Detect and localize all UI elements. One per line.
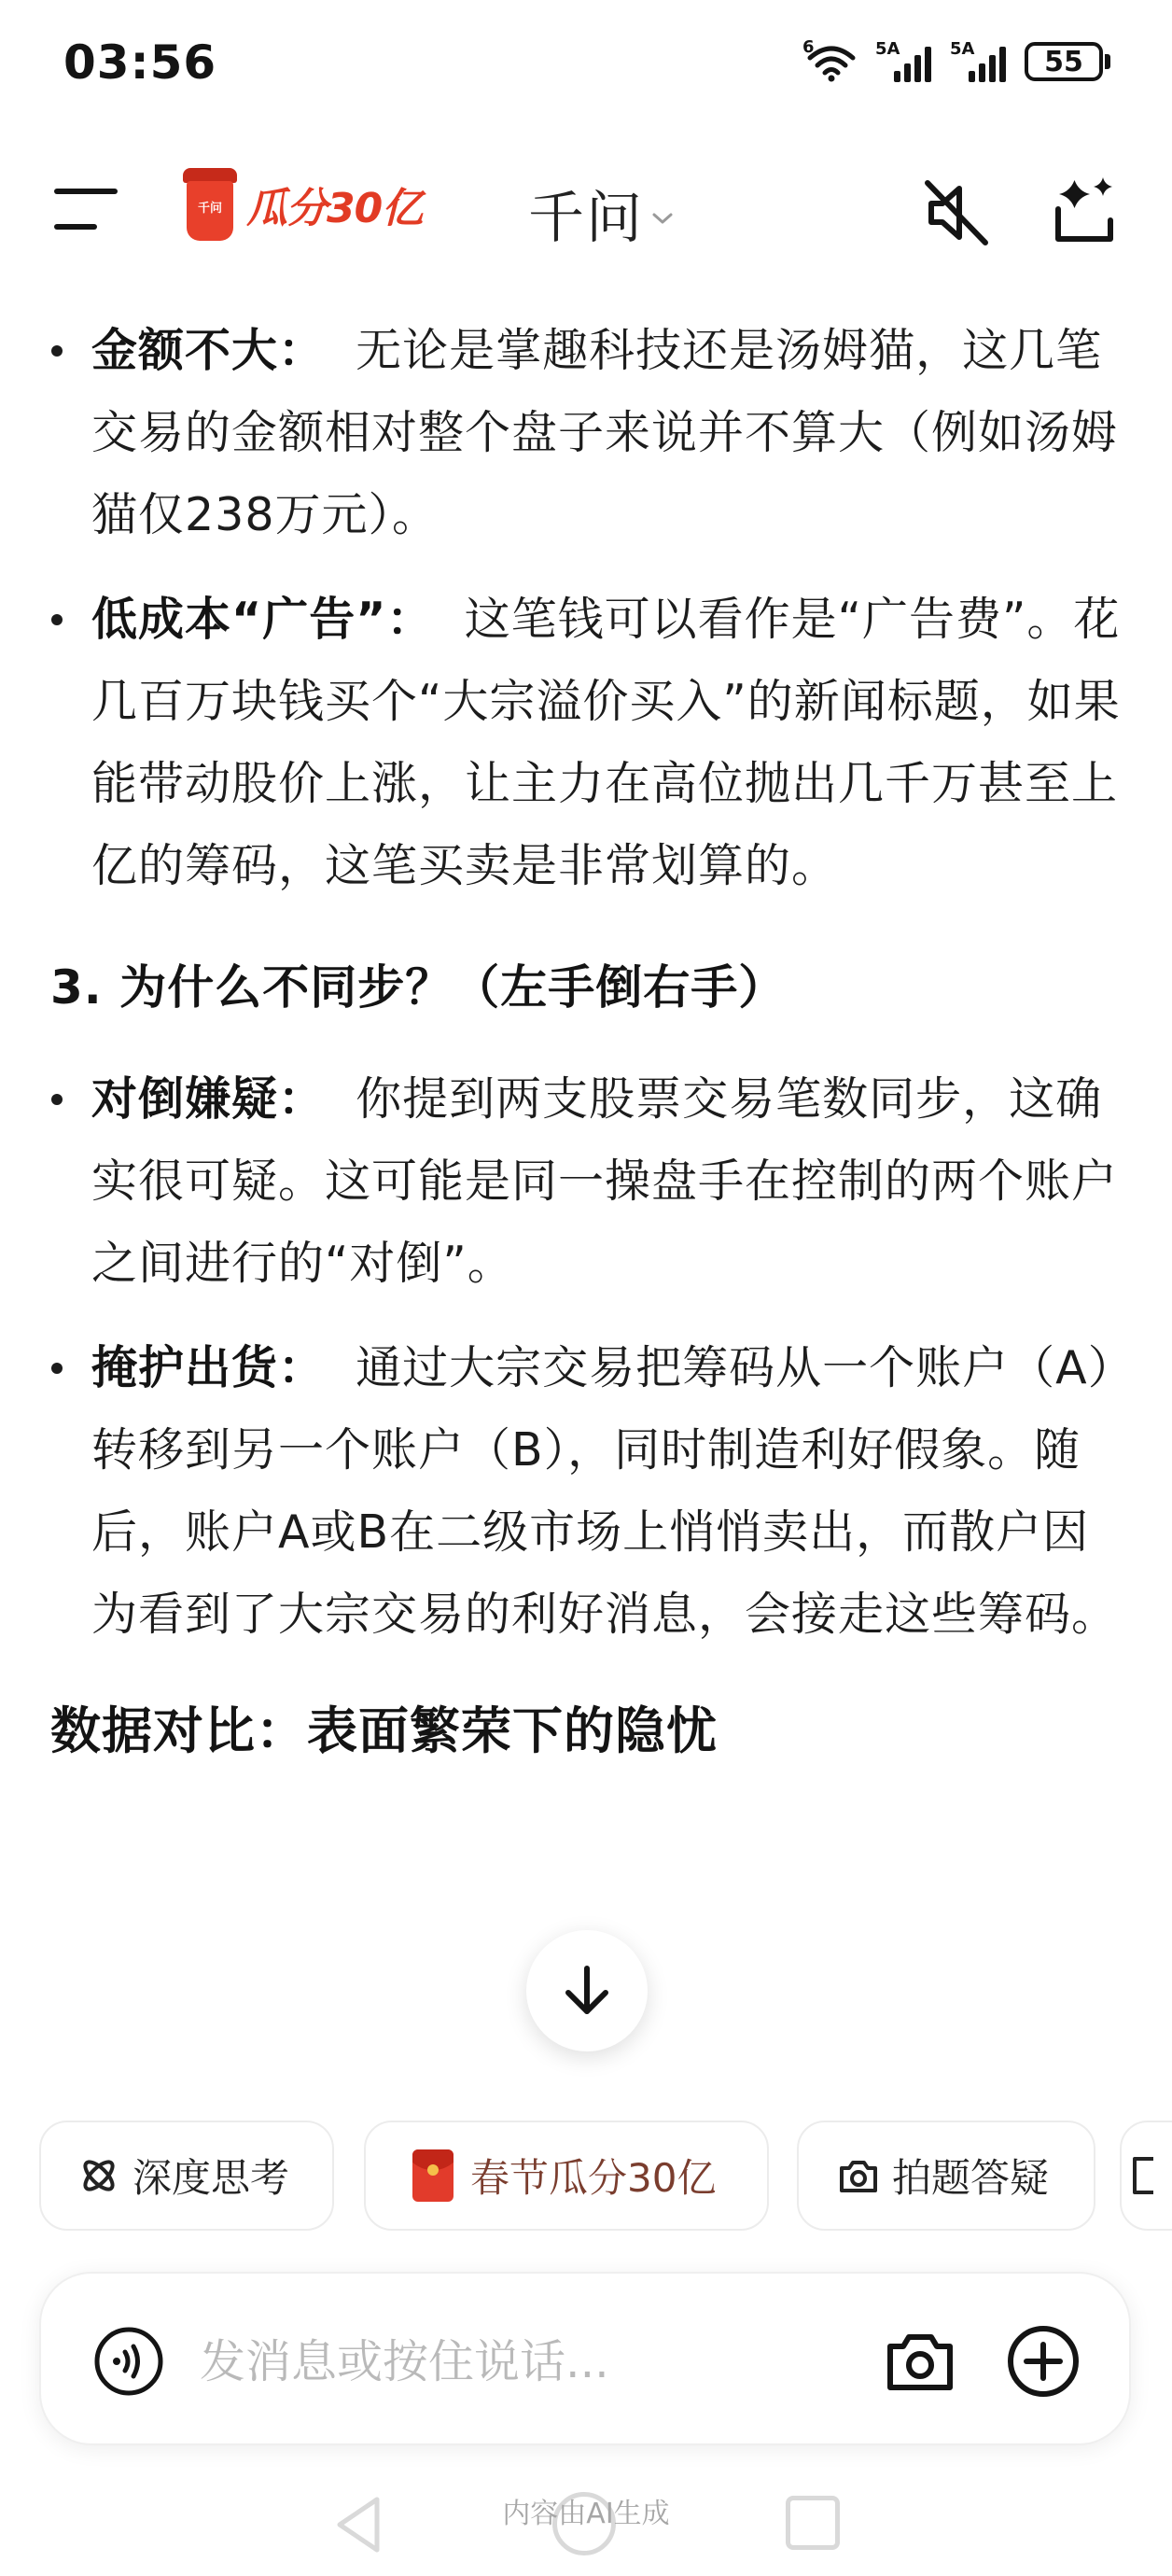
more-chip[interactable] (1120, 2121, 1172, 2231)
status-time: 03:56 (63, 35, 217, 90)
battery-level: 55 (1025, 42, 1103, 81)
comparison-heading: 数据对比：表面繁荣下的隐忧 (50, 1701, 718, 1760)
signal-sim1-icon (875, 41, 931, 82)
app-title: 千问 (528, 186, 644, 251)
voice-wave-icon (93, 2326, 164, 2397)
camera-button[interactable] (885, 2328, 956, 2395)
red-envelope-icon (412, 2149, 453, 2202)
signal-sim2-icon (950, 41, 1006, 82)
bullet-item (91, 1327, 1127, 1656)
spring-festival-label: 春节瓜分30亿 (470, 2155, 717, 2201)
plus-circle-icon (1006, 2324, 1081, 2399)
wifi-icon (802, 37, 857, 82)
promo-text: 瓜分30亿 (246, 185, 423, 232)
bullet-text: 无论是掌趣科技还是汤姆猫，这几笔交易的金额相对整个盘子来说并不算大（例如汤姆猫仅238万元）。 (91, 324, 1119, 541)
atom-icon (78, 2155, 119, 2196)
deep-think-chip[interactable] (39, 2121, 334, 2231)
promo-badge[interactable] (183, 164, 422, 245)
sparkle-chat-icon (1045, 172, 1123, 252)
status-bar (0, 0, 1172, 131)
chat-content (0, 280, 1172, 2105)
menu-icon (54, 189, 118, 194)
mute-button[interactable] (918, 174, 997, 252)
answer-body (0, 280, 1172, 1773)
photo-qa-label: 拍题答疑 (892, 2155, 1050, 2201)
bullet-label: 低成本“广告”： (91, 593, 434, 646)
message-composer (39, 2272, 1131, 2445)
bullet-text: 通过大宗交易把筹码从一个账户（A）转移到另一个账户（B），同时制造利好假象。随后，账户A或B在二级市场上悄悄卖出，而散户因为看到了大宗交易的利好消息，会接走这些筹码。 (91, 1341, 1119, 1641)
speaker-muted-icon (918, 174, 997, 252)
bullet-label: 金额不大： (91, 324, 326, 377)
battery-icon (1025, 42, 1110, 81)
camera-plus-icon (838, 2157, 879, 2194)
bullet-label: 掩护出货： (91, 1341, 326, 1394)
menu-button[interactable] (54, 187, 119, 231)
bullet-label: 对倒嫌疑： (91, 1072, 326, 1126)
wifi-tag: 6 (802, 37, 815, 57)
arrow-down-icon (563, 1965, 611, 2017)
sim2-tag: 5A (950, 39, 975, 59)
deep-think-label: 深度思考 (133, 2155, 290, 2201)
bullet-item (91, 579, 1127, 907)
bullet-item (91, 1058, 1127, 1305)
quick-action-chips (0, 2121, 1172, 2234)
scroll-to-bottom-button[interactable] (526, 1930, 648, 2051)
sim1-tag: 5A (875, 39, 900, 59)
ai-generated-notice: 内容由AI生成 (502, 2498, 670, 2530)
new-chat-button[interactable] (1045, 172, 1123, 252)
bullet-item (91, 310, 1127, 556)
tea-cup-icon (183, 164, 237, 245)
spring-festival-chip[interactable] (364, 2121, 769, 2231)
message-input[interactable] (200, 2326, 722, 2397)
doc-icon (1129, 2155, 1155, 2196)
voice-button[interactable] (93, 2326, 164, 2397)
photo-qa-chip[interactable] (797, 2121, 1095, 2231)
model-selector[interactable] (528, 174, 674, 254)
bullet-text: 这笔钱可以看作是“广告费”。花几百万块钱买个“大宗溢价买入”的新闻标题，如果能带动股价上涨，让主力在高位抛出几千万甚至上亿的筹码，这笔买卖是非常划算的。 (91, 593, 1121, 892)
top-bar (0, 140, 1172, 280)
camera-icon (885, 2328, 956, 2395)
status-icons (802, 37, 1110, 82)
chevron-down-icon (651, 211, 674, 226)
cup-mark: 千问 (197, 202, 222, 216)
section-heading-3: 3. 为什么不同步？（左手倒右手） (50, 960, 787, 1015)
add-button[interactable] (1006, 2324, 1081, 2399)
bullet-text: 你提到两支股票交易笔数同步，这确实很可疑。这可能是同一操盘手在控制的两个账户之间进行的“对倒”。 (91, 1072, 1119, 1290)
